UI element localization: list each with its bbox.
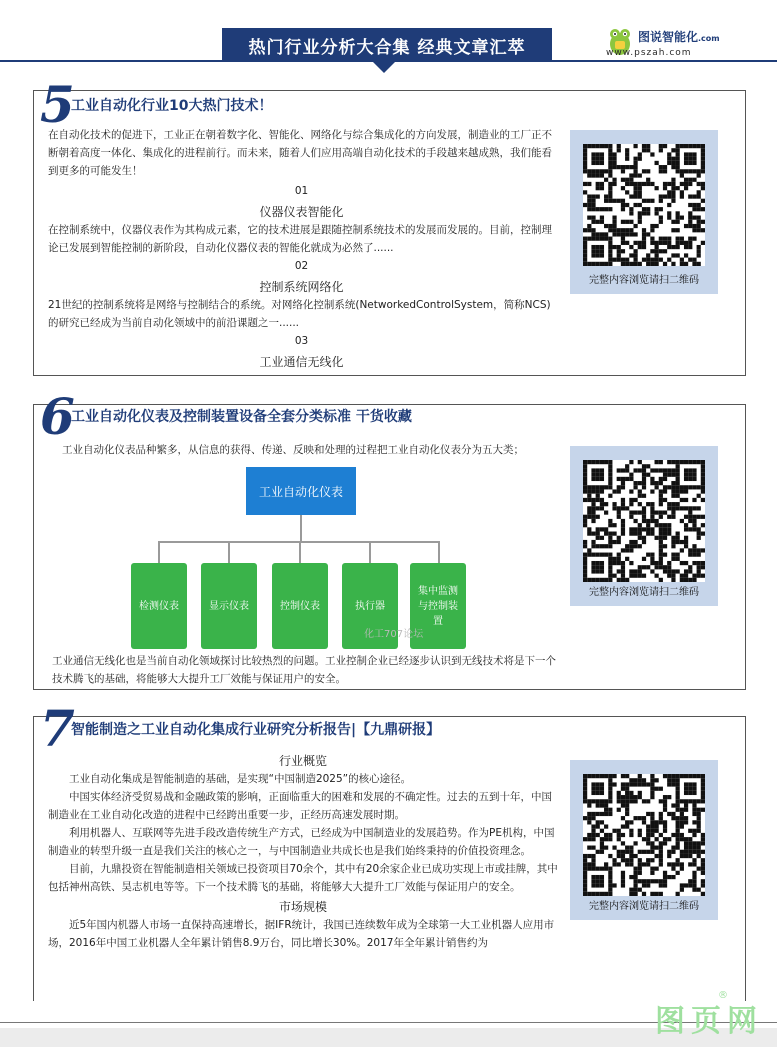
qr-panel [570, 446, 718, 606]
subheading: 行业概览 [278, 754, 327, 768]
qr-caption: 完整内容浏览请扫二维码 [589, 275, 699, 286]
registered-mark: ® [718, 990, 728, 1001]
item-heading: 控制系统网络化 [259, 280, 344, 294]
body-paragraph: 工业自动化集成是智能制造的基础，是实现“中国制造2025”的核心途径。 [69, 773, 412, 785]
diagram-watermark: 化工707论坛 [364, 629, 424, 640]
connector-branch [369, 541, 371, 563]
header-banner-text: 热门行业分析大合集 经典文章汇萃 [248, 37, 526, 58]
intro-paragraph: 工业自动化仪表品种繁多，从信息的获得、传递、反映和处理的过程把工业自动化仪表分为五大类； [62, 444, 524, 456]
body-paragraph: 利用机器人、互联网等先进手段改造传统生产方式，已经成为中国制造业的发展趋势。作为PE机构，中国制造业的转型升级一直是我们关注的核心之一，与中国制造业共成长也是我们始终秉持的价值投资理念。 [48, 827, 555, 857]
connector-branch [228, 541, 230, 563]
section-title[interactable]: 工业自动化行业10大热门技术！ [71, 98, 273, 114]
qr-code[interactable] [583, 460, 705, 582]
section-number: 7 [40, 699, 75, 758]
body-paragraph: 近5年国内机器人市场一直保持高速增长，据IFR统计，我国已连续数年成为全球第一大工业机器人应用市场，2016年中国工业机器人全年累计销售8.9万台，同比增长30%。2017年全年累计销售约为 [48, 919, 555, 949]
item-text: 21世纪的控制系统将是网络与控制结合的系统。对网络化控制系统(NetworkedControlSystem，简称NCS)的研究已经成为当前自动化领域中的前沿课题之一...... [48, 299, 551, 329]
site-logo[interactable] [606, 26, 756, 60]
diagram-leaf-node: 执行器 [342, 563, 398, 649]
qr-code[interactable] [583, 774, 705, 896]
classification-diagram [96, 467, 486, 652]
qr-pattern [583, 460, 705, 582]
qr-panel [570, 130, 718, 294]
section-body [48, 126, 555, 371]
qr-pattern [583, 774, 705, 896]
item-text: 在控制系统中，仪器仪表作为其构成元素，它的技术进展是跟随控制系统技术的发展而发展的。目前，控制理论已发展到智能控制的新阶段，自动化仪器仪表的智能化就成为必然了...... [48, 224, 552, 254]
header-banner [222, 28, 552, 62]
item-index: 03 [294, 335, 309, 347]
section-number: 5 [40, 75, 75, 134]
item-heading: 仪器仪表智能化 [259, 205, 344, 219]
body-paragraph: 中国实体经济受贸易战和金融政策的影响，正面临重大的困难和发展的不确定性。过去的五到十年，中国制造业在工业自动化改造的进程中已经跨出重要一步，正经历高速发展时期。 [48, 791, 552, 821]
logo-text: 图说智能化.com [638, 30, 720, 44]
qr-caption: 完整内容浏览请扫二维码 [589, 587, 699, 598]
banner-pointer [372, 61, 396, 73]
diagram-root-node: 工业自动化仪表 [246, 467, 356, 515]
connector-branch [158, 541, 160, 563]
intro-paragraph: 在自动化技术的促进下，工业正在朝着数字化、智能化、网络化与综合集成化的方向发展，制造业的工厂正不断朝着高度一体化、集成化的进程前行。而未来，随着人们应用高端自动化技术的手段越来越成熟，我们能看到更多的可能发生！ [48, 129, 552, 177]
item-heading: 工业通信无线化 [259, 355, 344, 369]
diagram-leaf-node: 检测仪表 [131, 563, 187, 649]
diagram-leaf-node: 控制仪表 [272, 563, 328, 649]
site-watermark: 图页网 [655, 1004, 763, 1039]
outro-paragraph: 工业通信无线化也是当前自动化领域探讨比较热烈的问题。工业控制企业已经逐步认识到无线技术将是下一个技术腾飞的基础，将能够大大提升工厂效能与保证用户的安全。 [52, 655, 556, 685]
qr-pattern [583, 144, 705, 266]
diagram-leaf-node: 显示仪表 [201, 563, 257, 649]
logo-url: www.pszah.com [606, 48, 692, 58]
section-number: 6 [40, 387, 75, 446]
qr-caption: 完整内容浏览请扫二维码 [589, 901, 699, 912]
section-title[interactable]: 工业自动化仪表及控制装置设备全套分类标准 干货收藏 [71, 409, 412, 425]
item-index: 02 [294, 260, 309, 272]
connector-branch [438, 541, 440, 563]
diagram-leaf-node: 集中监测与控制装置 [410, 563, 466, 649]
connector-vertical [300, 515, 302, 541]
qr-panel [570, 760, 718, 920]
connector-branch [299, 541, 301, 563]
qr-code[interactable] [583, 144, 705, 266]
section-body [48, 752, 558, 952]
subheading: 市场规模 [278, 900, 327, 914]
body-paragraph: 目前，九鼎投资在智能制造相关领域已投资项目70余个，其中有20余家企业已成功实现上市或挂牌，其中包括神州高铁、昊志机电等等。下一个技术腾飞的基础，将能够大大提升工厂效能与保证用户的安全。 [48, 863, 558, 893]
item-index: 01 [294, 185, 309, 197]
section-title[interactable]: 智能制造之工业自动化集成行业研究分析报告|【九鼎研报】 [71, 722, 441, 738]
